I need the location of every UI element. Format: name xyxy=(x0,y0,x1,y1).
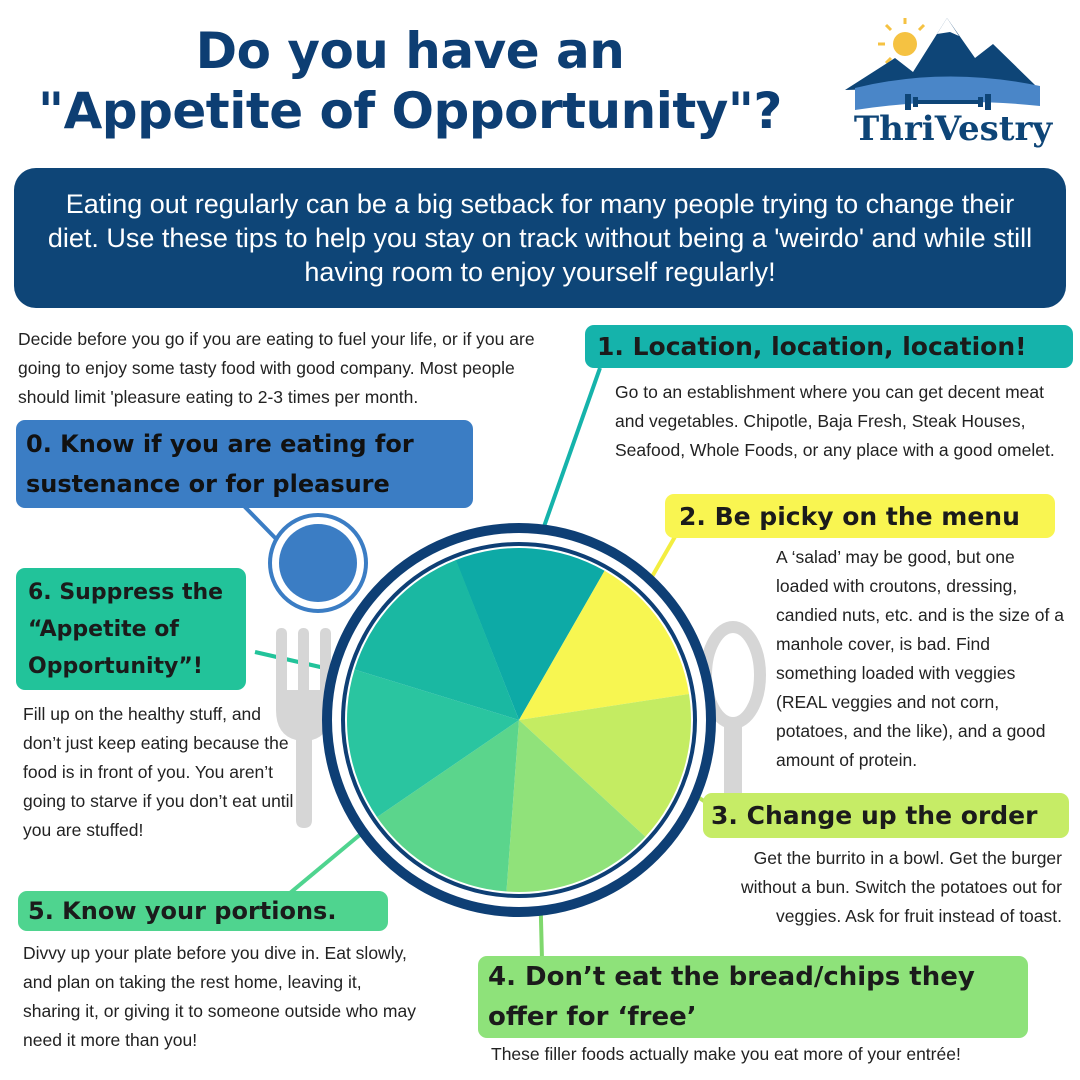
tip-0-label-text: 0. Know if you are eating for sustenance or for pleasure xyxy=(26,430,414,498)
tip-2-label xyxy=(665,494,1055,538)
tip-5-label-text: 5. Know your portions. xyxy=(28,897,337,925)
page-title-line-1: Do you have an xyxy=(195,22,625,80)
tip-2-label-text: 2. Be picky on the menu xyxy=(679,501,1020,531)
brand-name: ThriVestry xyxy=(853,109,1053,149)
tip-1-text: Go to an establishment where you can get decent meat and vegetables. Chipotle, Baja Fresh, Steak Houses, Seafood, Whole Foods, or any place with a good omelet. xyxy=(615,382,1055,460)
tip-2-text: A ‘salad’ may be good, but one loaded with croutons, dressing, candied nuts, etc. and is the size of a manhole cover, is bad. Find something loaded with veggies (REAL veggies and not corn, potatoes, and the like), and a good amount of protein. xyxy=(776,547,1064,770)
plate-slices xyxy=(347,548,691,892)
tip-6-label xyxy=(16,568,246,690)
tip-3-text: Get the burrito in a bowl. Get the burger without a bun. Switch the potatoes out for veggies. Ask for fruit instead of toast. xyxy=(740,848,1062,926)
tip-3-label-text: 3. Change up the order xyxy=(711,801,1038,830)
plate-icon xyxy=(327,528,711,912)
connector-tip-1 xyxy=(535,368,600,552)
tip-1-label-text: 1. Location, location, location! xyxy=(597,332,1027,361)
tip-6-text: Fill up on the healthy stuff, and don’t just keep eating because the food is in front of you. You aren’t going to starve if you don’t eat until you are stuffed! xyxy=(23,704,294,840)
tip-4-label xyxy=(478,956,1028,1038)
page-title-line-2: "Appetite of Opportunity"? xyxy=(38,82,782,140)
tip-1-label xyxy=(585,325,1073,368)
tip-0-label xyxy=(16,420,473,508)
tip-3-label xyxy=(703,793,1069,838)
tip-0-text: Decide before you go if you are eating to fuel your life, or if you are going to enjoy some tasty food with good company. Most people should limit 'pleasure eating to 2-3 times per month. xyxy=(18,329,535,407)
tip-4-label-text: 4. Don’t eat the bread/chips they offer for ‘free’ xyxy=(488,962,975,1032)
tip-6-label-text: 6. Suppress the “Appetite of Opportunity”! xyxy=(28,579,224,679)
tip-5-label xyxy=(18,891,388,931)
intro-text: Eating out regularly can be a big setback for many people trying to change their diet. Use these tips to help you stay on track without being a 'weirdo' and while still having room to enjoy yourself regularly! xyxy=(47,189,1033,287)
tip-0-bubble xyxy=(279,524,357,602)
tip-5-text: Divvy up your plate before you dive in. Eat slowly, and plan on taking the rest home, leaving it, sharing it, or giving it to someone outside who may need it more than you! xyxy=(23,943,416,1050)
tip-4-text: These filler foods actually make you eat more of your entrée! xyxy=(491,1044,961,1064)
